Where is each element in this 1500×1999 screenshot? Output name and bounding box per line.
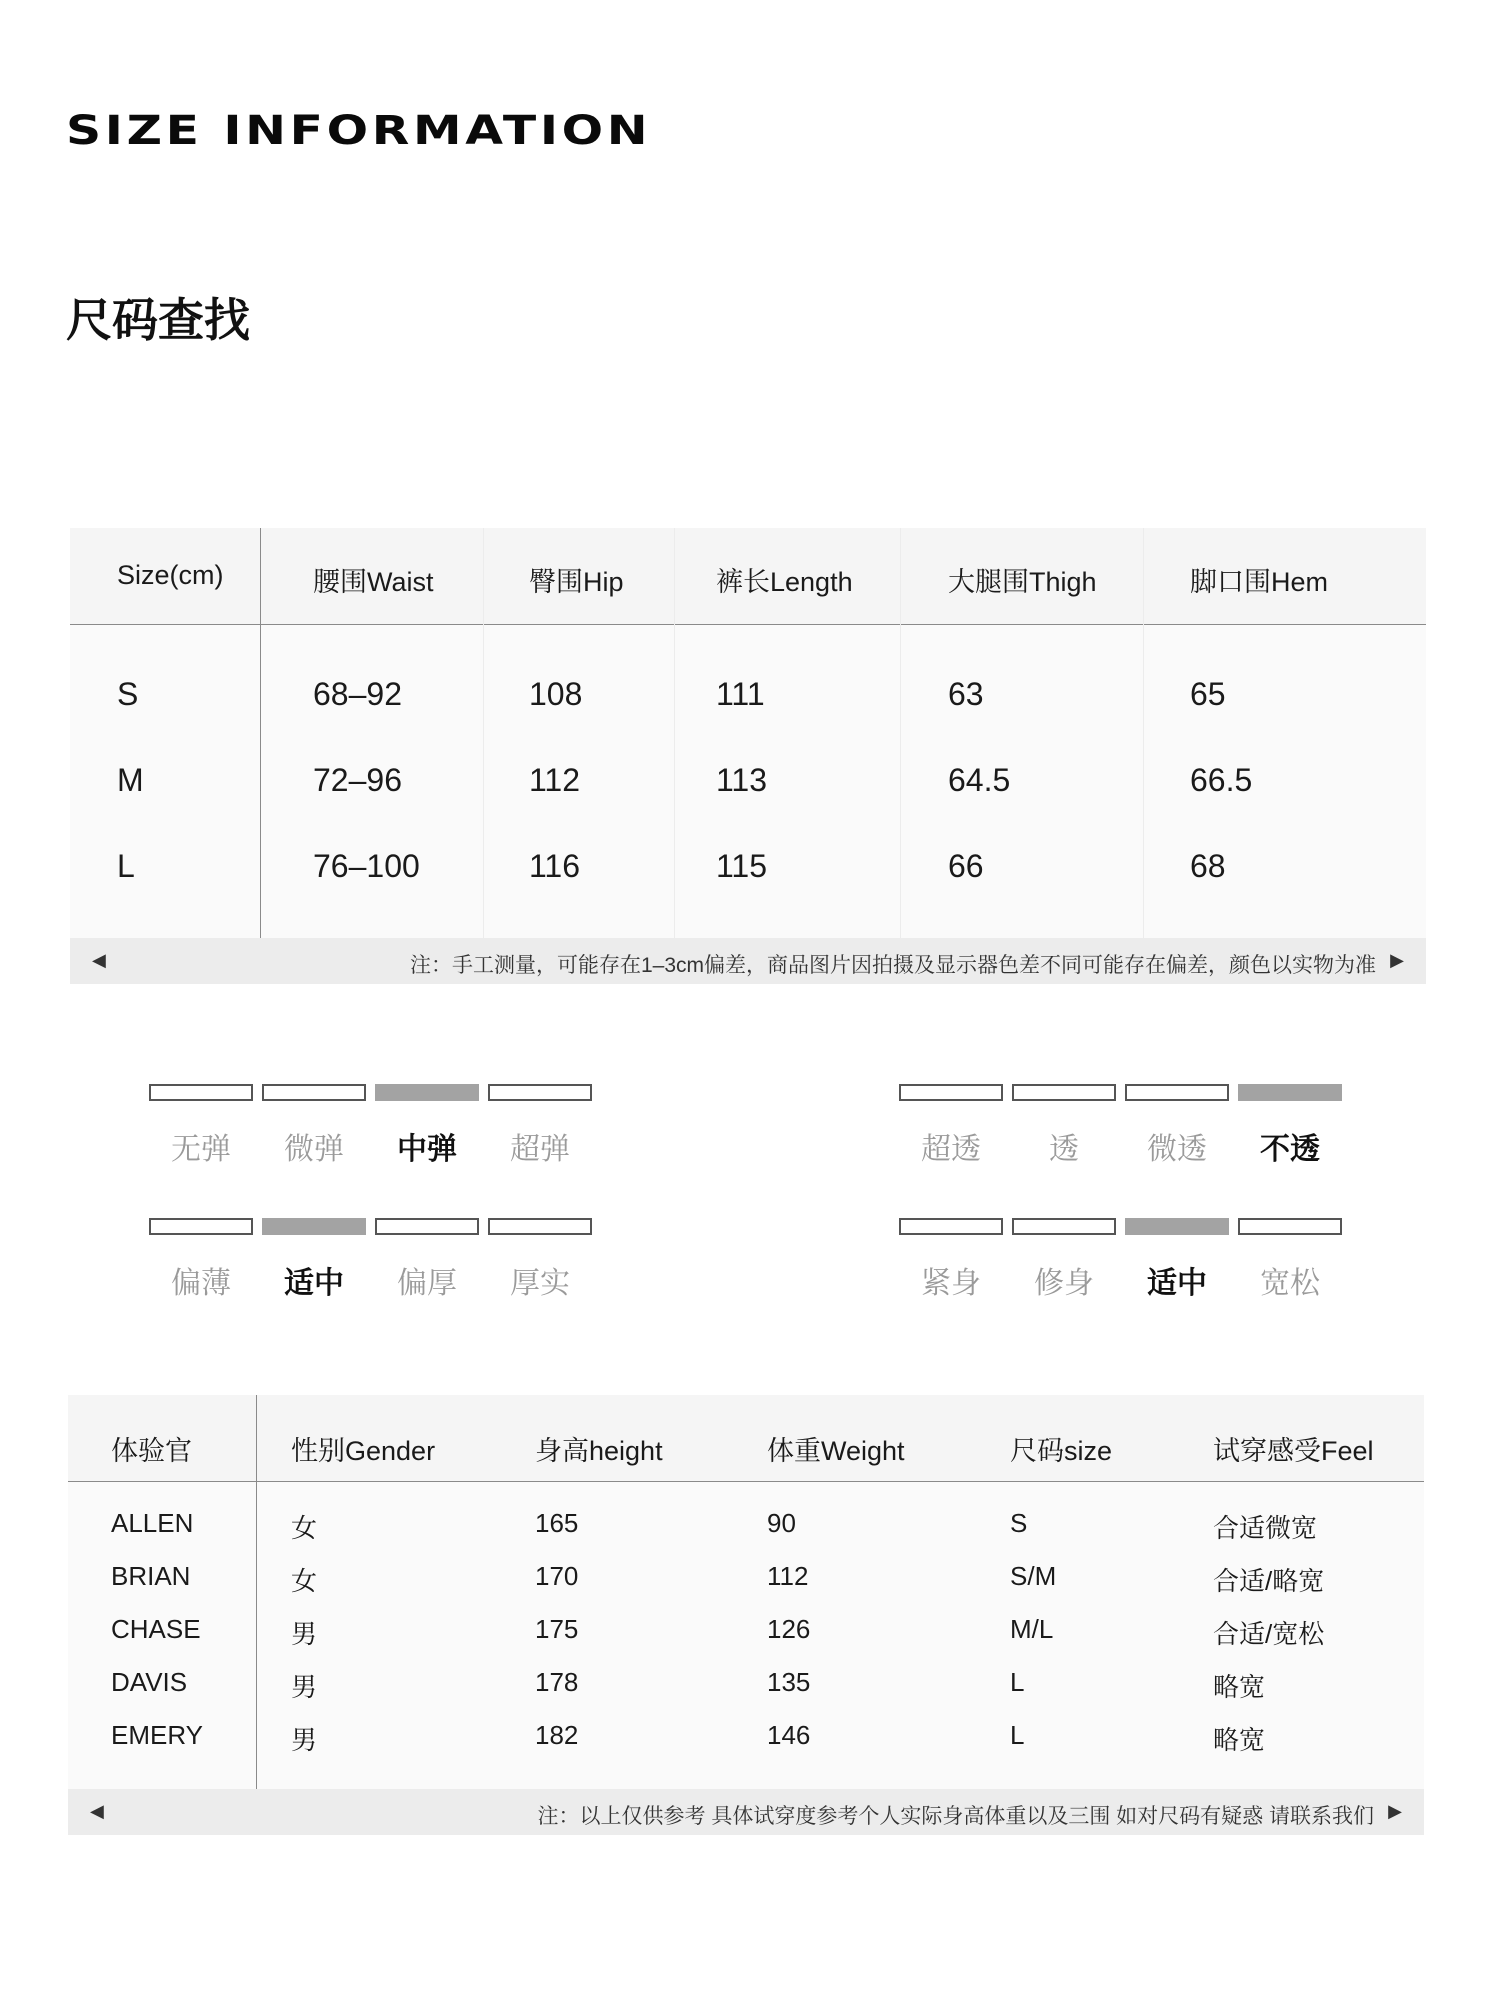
weight-cell: 126 <box>767 1614 811 1644</box>
thigh-cell: 63 <box>948 676 984 712</box>
height-cell: 178 <box>535 1667 579 1697</box>
rating-bar-selected <box>1125 1218 1229 1235</box>
scroll-left-icon[interactable]: ◀ <box>90 1801 104 1821</box>
header-feel: 试穿感受Feel <box>1213 1436 1374 1466</box>
tester-name: BRIAN <box>111 1561 191 1591</box>
column-divider <box>483 528 484 938</box>
scroll-right-icon[interactable]: ▶ <box>1388 1801 1402 1821</box>
rating-transparency <box>899 1084 1359 1164</box>
header-divider <box>68 1481 1424 1482</box>
rating-option-selected: 适中 <box>1147 1267 1207 1300</box>
length-cell: 115 <box>716 848 768 884</box>
rating-option: 偏厚 <box>397 1267 457 1300</box>
height-cell: 182 <box>535 1720 579 1750</box>
rating-bar <box>375 1218 479 1235</box>
rating-bar <box>899 1218 1003 1235</box>
tester-table <box>68 1395 1424 1835</box>
size-table <box>70 528 1426 984</box>
rating-bar-selected <box>1238 1084 1342 1101</box>
rating-option: 微透 <box>1147 1133 1207 1166</box>
header-size: 尺码size <box>1010 1436 1113 1466</box>
hem-cell: 66.5 <box>1190 762 1253 798</box>
hip-cell: 116 <box>529 848 581 884</box>
rating-bar-selected <box>262 1218 366 1235</box>
rating-bar <box>488 1218 592 1235</box>
rating-option: 修身 <box>1034 1267 1094 1300</box>
column-divider <box>256 1395 257 1789</box>
waist-cell: 76–100 <box>313 848 420 884</box>
weight-cell: 146 <box>767 1720 811 1750</box>
gender-cell: 男 <box>291 1725 318 1755</box>
size-note-text: 注：手工测量，可能存在1–3cm偏差，商品图片因拍摄及显示器色差不同可能存在偏差，颜色以实物为准 <box>409 954 1376 977</box>
section-title-size-lookup: 尺码查找 <box>66 293 250 347</box>
header-tester: 体验官 <box>111 1436 192 1466</box>
rating-option-selected: 适中 <box>284 1267 344 1300</box>
tester-name: DAVIS <box>111 1667 188 1697</box>
feel-cell: 略宽 <box>1213 1672 1266 1702</box>
gender-cell: 男 <box>291 1619 318 1649</box>
rating-option: 无弹 <box>171 1133 231 1166</box>
feel-cell: 合适微宽 <box>1213 1513 1318 1543</box>
scroll-left-icon[interactable]: ◀ <box>92 950 106 970</box>
rating-bar <box>1238 1218 1342 1235</box>
rating-bar-selected <box>375 1084 479 1101</box>
size-note-bar <box>70 938 1426 984</box>
waist-cell: 72–96 <box>313 762 402 798</box>
header-height: 身高height <box>535 1436 663 1466</box>
rating-option: 微弹 <box>284 1133 344 1166</box>
header-weight: 体重Weight <box>767 1436 905 1466</box>
rating-option-selected: 不透 <box>1260 1133 1320 1166</box>
rating-bar <box>149 1218 253 1235</box>
rating-option: 厚实 <box>510 1267 570 1300</box>
header-divider <box>70 624 1426 625</box>
header-length: 裤长Length <box>716 567 853 597</box>
rating-bar <box>1012 1218 1116 1235</box>
size-cell: L <box>1010 1667 1025 1697</box>
header-hip: 臀围Hip <box>529 567 624 597</box>
rating-fit <box>899 1218 1359 1298</box>
gender-cell: 女 <box>291 1566 318 1596</box>
length-cell: 113 <box>716 762 768 798</box>
gender-cell: 女 <box>291 1513 318 1543</box>
weight-cell: 90 <box>767 1508 796 1538</box>
tester-note-bar <box>68 1789 1424 1835</box>
feel-cell: 略宽 <box>1213 1725 1266 1755</box>
size-cell: S/M <box>1010 1561 1057 1591</box>
tester-name: ALLEN <box>111 1508 194 1538</box>
column-divider <box>900 528 901 938</box>
header-gender: 性别Gender <box>291 1436 436 1466</box>
hip-cell: 112 <box>529 762 581 798</box>
rating-thickness <box>149 1218 609 1298</box>
rating-bar <box>1012 1084 1116 1101</box>
rating-option: 紧身 <box>921 1267 981 1300</box>
height-cell: 175 <box>535 1614 579 1644</box>
rating-bar <box>1125 1084 1229 1101</box>
thigh-cell: 64.5 <box>948 762 1011 798</box>
size-cell: L <box>1010 1720 1025 1750</box>
rating-option: 偏薄 <box>171 1267 231 1300</box>
page-title: SIZE INFORMATION <box>66 108 652 154</box>
header-size: Size(cm) <box>117 560 224 590</box>
rating-option: 透 <box>1049 1133 1079 1166</box>
tester-note-text: 注：以上仅供参考 具体试穿度参考个人实际身高体重以及三围 如对尺码有疑惑 请联系我们 <box>537 1805 1374 1828</box>
column-divider <box>260 528 261 938</box>
size-cell: M/L <box>1010 1614 1054 1644</box>
rating-bar <box>488 1084 592 1101</box>
height-cell: 170 <box>535 1561 579 1591</box>
gender-cell: 男 <box>291 1672 318 1702</box>
feel-cell: 合适/宽松 <box>1213 1619 1325 1649</box>
weight-cell: 112 <box>767 1561 809 1591</box>
rating-bar <box>262 1084 366 1101</box>
header-hem: 脚口围Hem <box>1190 567 1329 597</box>
thigh-cell: 66 <box>948 848 984 884</box>
height-cell: 165 <box>535 1508 579 1538</box>
header-thigh: 大腿围Thigh <box>948 567 1097 597</box>
size-cell: S <box>117 676 139 712</box>
rating-option-selected: 中弹 <box>397 1133 457 1166</box>
hem-cell: 65 <box>1190 676 1226 712</box>
rating-bar <box>149 1084 253 1101</box>
tester-name: CHASE <box>111 1614 201 1644</box>
hem-cell: 68 <box>1190 848 1226 884</box>
rating-option: 超透 <box>921 1133 981 1166</box>
rating-bar <box>899 1084 1003 1101</box>
length-cell: 111 <box>716 676 765 712</box>
feel-cell: 合适/略宽 <box>1213 1566 1325 1596</box>
tester-name: EMERY <box>111 1720 203 1750</box>
weight-cell: 135 <box>767 1667 811 1697</box>
rating-option: 超弹 <box>510 1133 570 1166</box>
column-divider <box>1143 528 1144 938</box>
header-waist: 腰围Waist <box>313 567 434 597</box>
hip-cell: 108 <box>529 676 583 712</box>
column-divider <box>674 528 675 938</box>
size-cell: L <box>117 848 135 884</box>
rating-elasticity <box>149 1084 609 1164</box>
waist-cell: 68–92 <box>313 676 402 712</box>
rating-option: 宽松 <box>1260 1267 1320 1300</box>
size-cell: S <box>1010 1508 1028 1538</box>
scroll-right-icon[interactable]: ▶ <box>1390 950 1404 970</box>
size-cell: M <box>117 762 144 798</box>
